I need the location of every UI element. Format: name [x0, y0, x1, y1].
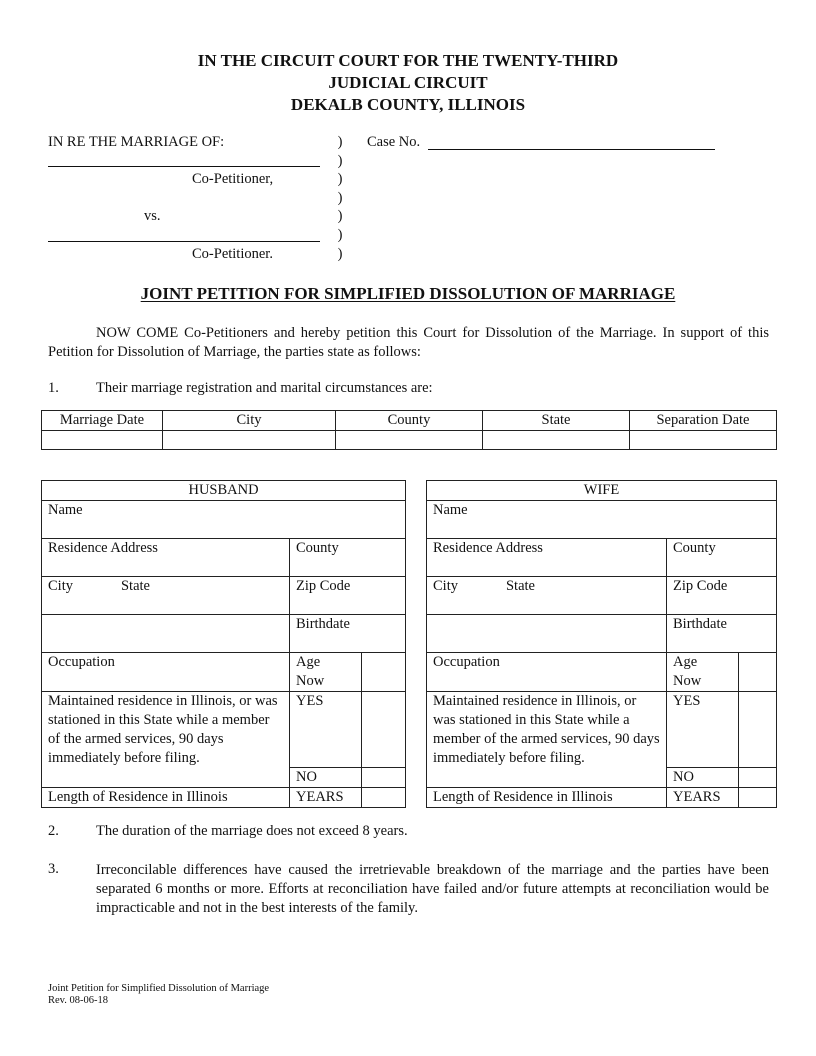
husband-name-cell[interactable]: Name [42, 501, 406, 539]
separation-date-cell[interactable] [630, 431, 777, 450]
state-cell[interactable] [483, 431, 630, 450]
wife-occupation-cell[interactable]: Occupation [427, 653, 667, 692]
footer-revision: Rev. 08-06-18 [48, 995, 108, 1006]
case-no-label: Case No. [367, 134, 421, 150]
wife-county-cell[interactable]: County [667, 539, 777, 577]
petition-title: JOINT PETITION FOR SIMPLIFIED DISSOLUTION OF MARRIAGE [140, 284, 676, 303]
husband-years-value[interactable] [362, 788, 406, 808]
husband-birthdate-cell[interactable]: Birthdate [290, 615, 406, 653]
husband-years-label: YEARS [290, 788, 362, 808]
husband-table [41, 480, 406, 808]
header-county: County [336, 411, 483, 431]
co-petitioner-1-line[interactable] [48, 166, 320, 167]
wife-title: WIFE [427, 481, 777, 501]
marriage-table-entry-row [42, 431, 777, 450]
husband-age-value[interactable] [362, 653, 406, 692]
county-cell[interactable] [336, 431, 483, 450]
item-2-number: 2. [48, 823, 59, 839]
caption-paren: ) [337, 153, 343, 169]
wife-age-value[interactable] [739, 653, 777, 692]
husband-occupation-cell[interactable]: Occupation [42, 653, 290, 692]
wife-blank-cell[interactable] [427, 615, 667, 653]
husband-blank-cell[interactable] [42, 615, 290, 653]
item-3-number: 3. [48, 861, 59, 877]
wife-no-label: NO [667, 768, 739, 788]
wife-city-state-cell[interactable] [427, 577, 667, 615]
husband-age-label: Age Now [290, 653, 362, 692]
marriage-table [41, 410, 777, 450]
court-title-line3: DEKALB COUNTY, ILLINOIS [290, 95, 526, 114]
header-marriage-date: Marriage Date [42, 411, 163, 431]
item-2-text: The duration of the marriage does not exceed 8 years. [96, 823, 408, 839]
court-title-line2: JUDICIAL CIRCUIT [328, 73, 488, 92]
wife-maintained-residence: Maintained residence in Illinois, or was stationed in this State while a member of the armed services, 90 days immediately before filing. [427, 692, 667, 788]
item-1-number: 1. [48, 380, 59, 396]
husband-city-state-cell[interactable] [42, 577, 290, 615]
husband-yes-label: YES [290, 692, 362, 768]
footer-form-title: Joint Petition for Simplified Dissolution of Marriage [48, 983, 270, 994]
husband-state-label: State [120, 578, 150, 594]
header-city: City [163, 411, 336, 431]
wife-length-residence-label: Length of Residence in Illinois [427, 788, 667, 808]
item-1-text: Their marriage registration and marital circumstances are: [96, 380, 433, 396]
wife-state-label: State [505, 578, 535, 594]
husband-zip-code-cell[interactable]: Zip Code [290, 577, 406, 615]
marriage-date-cell[interactable] [42, 431, 163, 450]
husband-no-box[interactable] [362, 768, 406, 788]
husband-title: HUSBAND [42, 481, 406, 501]
husband-no-label: NO [290, 768, 362, 788]
item-3-text: Irreconcilable differences have caused the irretrievable breakdown of the marriage and the parties have been separated 6 months or more. Efforts at reconciliation have failed and/or future attempts at reconciliation would be impracticable and not in the best interests of the family. [96, 862, 769, 916]
caption-paren: ) [337, 190, 343, 206]
wife-zip-code-cell[interactable]: Zip Code [667, 577, 777, 615]
husband-residence-address-cell[interactable]: Residence Address [42, 539, 290, 577]
header-separation-date: Separation Date [630, 411, 777, 431]
in-re-label: IN RE THE MARRIAGE OF: [48, 134, 225, 150]
wife-table [426, 480, 777, 808]
wife-residence-address-cell[interactable]: Residence Address [427, 539, 667, 577]
case-no-field[interactable] [428, 149, 715, 150]
husband-yes-box[interactable] [362, 692, 406, 768]
co-petitioner-2-label: Co-Petitioner. [192, 246, 273, 262]
co-petitioner-1-label: Co-Petitioner, [192, 171, 274, 187]
caption-paren: ) [337, 246, 343, 262]
husband-length-residence-label: Length of Residence in Illinois [42, 788, 290, 808]
vs-label: vs. [144, 208, 161, 224]
intro-paragraph: NOW COME Co-Petitioners and hereby petition this Court for Dissolution of the Marriage. In support of this Petition for Dissolution of Marriage, the parties state as follows: [48, 325, 769, 360]
wife-no-box[interactable] [739, 768, 777, 788]
wife-yes-box[interactable] [739, 692, 777, 768]
wife-birthdate-cell[interactable]: Birthdate [667, 615, 777, 653]
husband-city-label: City [48, 578, 73, 594]
header-state: State [483, 411, 630, 431]
caption-paren: ) [337, 227, 343, 243]
city-cell[interactable] [163, 431, 336, 450]
husband-county-cell[interactable]: County [290, 539, 406, 577]
wife-years-label: YEARS [667, 788, 739, 808]
wife-city-label: City [433, 578, 458, 594]
husband-maintained-residence: Maintained residence in Illinois, or was stationed in this State while a member of the armed services, 90 days immediately before filing. [42, 692, 290, 788]
caption-paren: ) [337, 208, 343, 224]
court-title-line1: IN THE CIRCUIT COURT FOR THE TWENTY-THIRD [197, 51, 619, 70]
wife-years-value[interactable] [739, 788, 777, 808]
wife-name-cell[interactable]: Name [427, 501, 777, 539]
co-petitioner-2-line[interactable] [48, 241, 320, 242]
wife-age-label: Age Now [667, 653, 739, 692]
wife-yes-label: YES [667, 692, 739, 768]
caption-paren: ) [337, 134, 343, 150]
caption-paren: ) [337, 171, 343, 187]
marriage-table-header-row [42, 411, 777, 431]
